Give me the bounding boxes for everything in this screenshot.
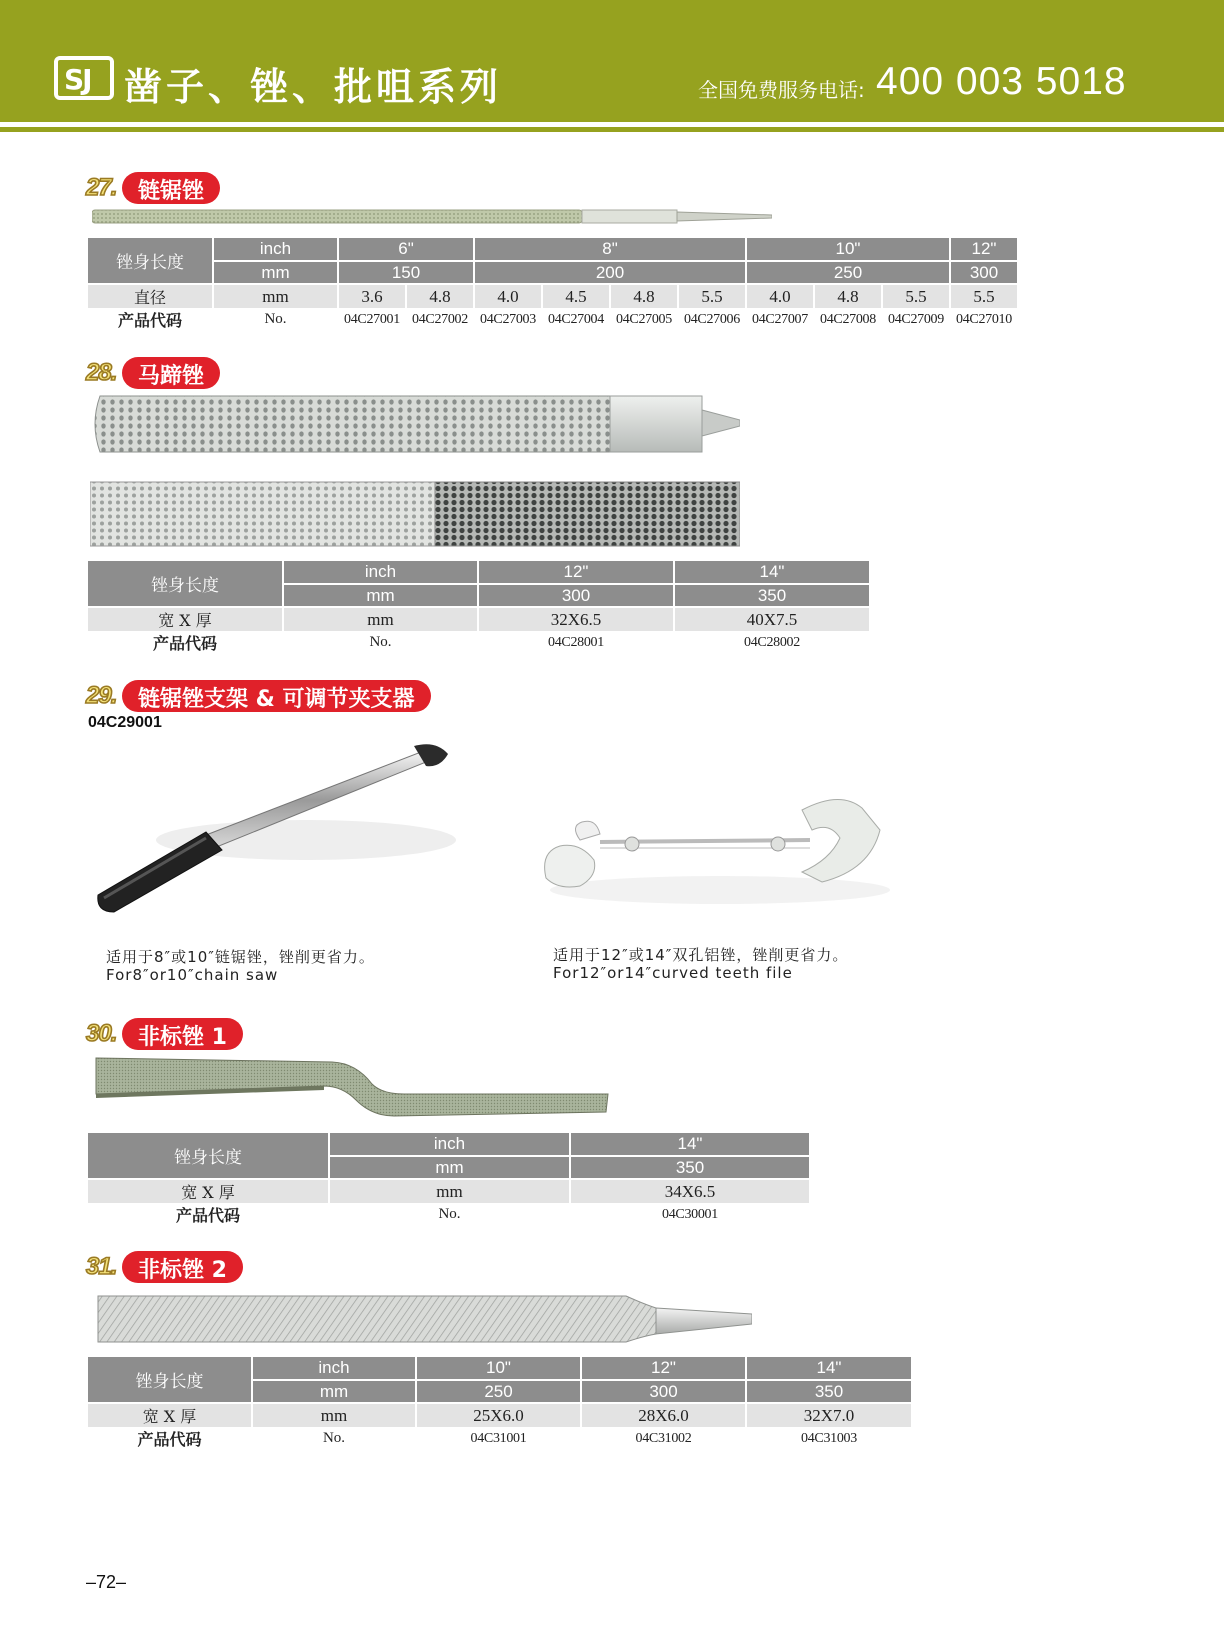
- section-31-spec-table: [88, 1357, 913, 1450]
- non-standard-file-2-image: [96, 1294, 752, 1344]
- section-number: 27.: [86, 174, 117, 201]
- dimension-value: 32X7.0: [746, 1403, 912, 1427]
- product-code: 04C27003: [474, 308, 542, 331]
- product-code: 04C31001: [416, 1427, 581, 1450]
- mm-value: 350: [746, 1380, 912, 1403]
- length-label: 锉身长度: [88, 561, 283, 607]
- dimension-value: 5.5: [882, 284, 950, 308]
- dimension-value: 32X6.5: [478, 607, 674, 631]
- unit-mm: mm: [213, 261, 338, 284]
- product-code: 04C27010: [950, 308, 1018, 331]
- brand-logo: [54, 56, 114, 100]
- dimension-unit: mm: [252, 1403, 416, 1427]
- code-label: 产品代码: [88, 1427, 252, 1450]
- dimension-value: 5.5: [678, 284, 746, 308]
- inch-value: 14": [746, 1357, 912, 1380]
- dimension-label: 直径: [88, 284, 213, 308]
- dimension-unit: mm: [283, 607, 478, 631]
- non-standard-file-1-image: [94, 1054, 614, 1122]
- section-29-heading: [86, 680, 506, 712]
- inch-value: 10": [416, 1357, 581, 1380]
- code-label: 产品代码: [88, 631, 283, 654]
- horse-rasp-image-face: [90, 478, 740, 550]
- code-unit: No.: [213, 308, 338, 331]
- code-unit: No.: [329, 1203, 570, 1226]
- unit-mm: mm: [283, 584, 478, 607]
- section-30-spec-table: [88, 1133, 811, 1226]
- dimension-value: 4.5: [542, 284, 610, 308]
- section-number: 30.: [86, 1020, 117, 1047]
- inch-value: 6": [338, 238, 474, 261]
- unit-inch: inch: [252, 1357, 416, 1380]
- page-title: 凿子、锉、批咀系列: [124, 65, 503, 109]
- product-code: 04C27006: [678, 308, 746, 331]
- mm-value: 150: [338, 261, 474, 284]
- service-hotline-label: 全国免费服务电话:: [698, 78, 865, 102]
- mm-value: 350: [570, 1156, 810, 1179]
- product-code: 04C31003: [746, 1427, 912, 1450]
- dimension-value: 34X6.5: [570, 1179, 810, 1203]
- inch-value: 10": [746, 238, 950, 261]
- section-title: 非标锉 1: [122, 1018, 243, 1050]
- dimension-value: 4.8: [610, 284, 678, 308]
- inch-value: 14": [570, 1133, 810, 1156]
- caption-right-zh: 适用于12″或14″双孔铝锉，锉削更省力。: [553, 946, 849, 964]
- mm-value: 300: [478, 584, 674, 607]
- caption-left-en: For8″or10″chain saw: [106, 966, 279, 984]
- mm-value: 350: [674, 584, 870, 607]
- product-code: 04C27008: [814, 308, 882, 331]
- section-number: 28.: [86, 359, 117, 386]
- inch-value: 14": [674, 561, 870, 584]
- dimension-label: 宽 X 厚: [88, 607, 283, 631]
- inch-value: 8": [474, 238, 746, 261]
- product-code: 04C27009: [882, 308, 950, 331]
- mm-value: 250: [416, 1380, 581, 1403]
- section-30-heading: [86, 1018, 266, 1050]
- dimension-label: 宽 X 厚: [88, 1179, 329, 1203]
- section-28-spec-table: [88, 561, 871, 654]
- adjustable-clamp-holder-image: [540, 790, 900, 910]
- product-code: 04C27002: [406, 308, 474, 331]
- section-28-heading: [86, 357, 246, 389]
- section-title: 马蹄锉: [122, 357, 220, 389]
- product-code: 04C28001: [478, 631, 674, 654]
- inch-value: 12": [478, 561, 674, 584]
- unit-mm: mm: [252, 1380, 416, 1403]
- code-unit: No.: [283, 631, 478, 654]
- product-code: 04C27001: [338, 308, 406, 331]
- unit-inch: inch: [213, 238, 338, 261]
- section-title: 非标锉 2: [122, 1251, 243, 1283]
- horse-rasp-image-side: [90, 390, 740, 462]
- unit-inch: inch: [329, 1133, 570, 1156]
- length-label: 锉身长度: [88, 1357, 252, 1403]
- dimension-value: 4.0: [746, 284, 814, 308]
- section-31-heading: [86, 1251, 266, 1283]
- section-27-heading: [86, 172, 246, 204]
- service-hotline-number: 400 003 5018: [876, 60, 1127, 103]
- product-code: 04C31002: [581, 1427, 746, 1450]
- dimension-value: 40X7.5: [674, 607, 870, 631]
- section-title: 链锯锉支架 & 可调节夹支器: [122, 680, 431, 712]
- caption-right: [553, 946, 848, 982]
- mm-value: 250: [746, 261, 950, 284]
- inch-value: 12": [950, 238, 1018, 261]
- dimension-value: 25X6.0: [416, 1403, 581, 1427]
- product-code: 04C27007: [746, 308, 814, 331]
- caption-left: [106, 948, 375, 984]
- length-label: 锉身长度: [88, 1133, 329, 1179]
- dimension-value: 5.5: [950, 284, 1018, 308]
- dimension-value: 4.0: [474, 284, 542, 308]
- code-unit: No.: [252, 1427, 416, 1450]
- chain-saw-file-holder-image: [96, 740, 466, 920]
- mm-value: 200: [474, 261, 746, 284]
- section-number: 31.: [86, 1253, 117, 1280]
- dimension-unit: mm: [213, 284, 338, 308]
- dimension-value: 4.8: [814, 284, 882, 308]
- product-code: 04C27004: [542, 308, 610, 331]
- caption-left-zh: 适用于8″或10″链锯锉，锉削更省力。: [106, 948, 375, 966]
- code-label: 产品代码: [88, 308, 213, 331]
- mm-value: 300: [950, 261, 1018, 284]
- dimension-value: 3.6: [338, 284, 406, 308]
- page-number: –72–: [86, 1572, 127, 1592]
- section-27-spec-table: [88, 238, 1019, 331]
- chain-saw-file-image: [92, 204, 772, 230]
- dimension-unit: mm: [329, 1179, 570, 1203]
- logo-text: SJ: [64, 63, 91, 96]
- header-divider-green: [0, 127, 1224, 132]
- unit-inch: inch: [283, 561, 478, 584]
- product-code: 04C29001: [88, 714, 162, 731]
- product-code: 04C28002: [674, 631, 870, 654]
- dimension-label: 宽 X 厚: [88, 1403, 252, 1427]
- code-label: 产品代码: [88, 1203, 329, 1226]
- product-code: 04C30001: [570, 1203, 810, 1226]
- inch-value: 12": [581, 1357, 746, 1380]
- dimension-value: 4.8: [406, 284, 474, 308]
- length-label: 锉身长度: [88, 238, 213, 284]
- mm-value: 300: [581, 1380, 746, 1403]
- unit-mm: mm: [329, 1156, 570, 1179]
- section-title: 链锯锉: [122, 172, 220, 204]
- product-code: 04C27005: [610, 308, 678, 331]
- dimension-value: 28X6.0: [581, 1403, 746, 1427]
- section-number: 29.: [86, 682, 117, 709]
- caption-right-en: For12″or14″curved teeth file: [553, 964, 793, 982]
